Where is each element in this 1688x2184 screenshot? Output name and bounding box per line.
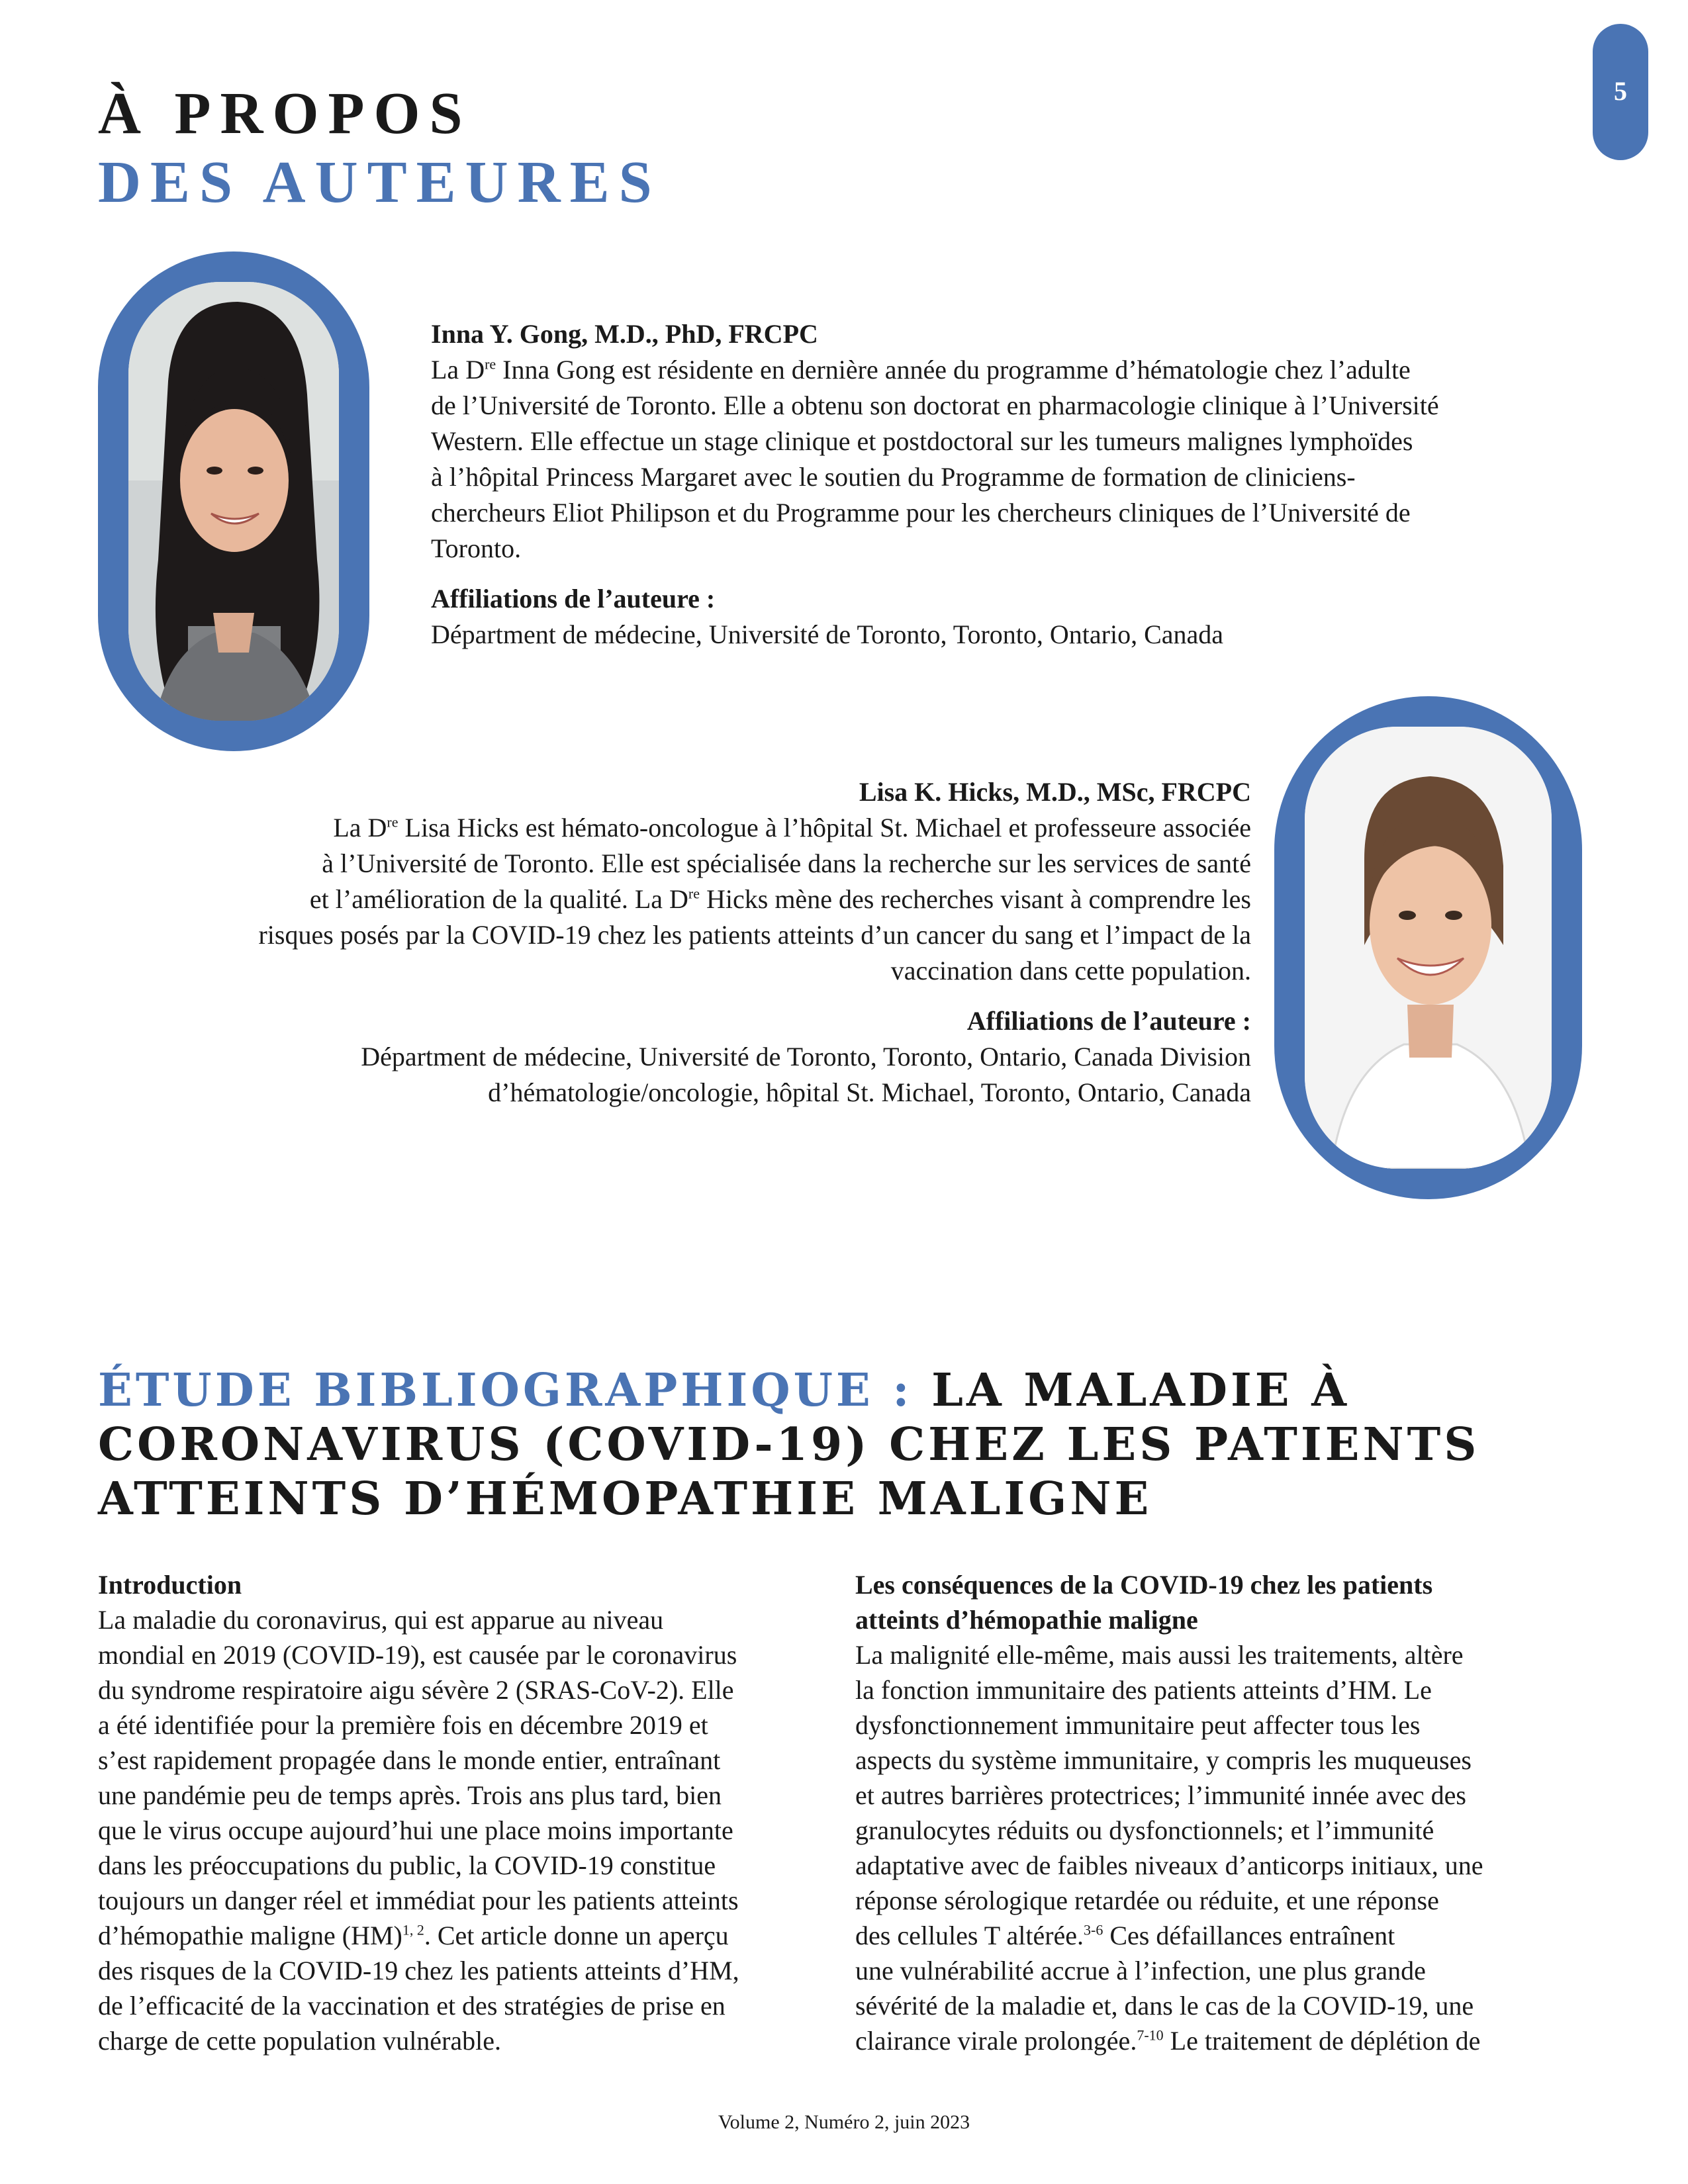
- body-line: granulocytes réduits ou dysfonctionnels; et l’immunité: [855, 1815, 1434, 1845]
- bio-line: chercheurs Eliot Philipson et du Programme pour les chercheurs cliniques de l’Université de: [431, 498, 1411, 527]
- body-line: La malignité elle-même, mais aussi les traitements, altère: [855, 1640, 1464, 1670]
- body-line: a été identifiée pour la première fois en décembre 2019 et: [98, 1710, 708, 1740]
- bio-line: vaccination dans cette population.: [890, 956, 1251, 985]
- section-heading-introduction: Introduction: [98, 1570, 242, 1600]
- author-name: Inna Y. Gong, M.D., PhD, FRCPC: [431, 319, 818, 349]
- about-authors-title: [98, 79, 661, 217]
- author-photo-hicks: [1305, 727, 1552, 1169]
- bio-line: à l’hôpital Princess Margaret avec le soutien du Programme de formation de cliniciens-: [431, 462, 1356, 492]
- body-line: s’est rapidement propagée dans le monde entier, entraînant: [98, 1745, 721, 1775]
- body-line: aspects du système immunitaire, y compris les muqueuses: [855, 1745, 1472, 1775]
- page-footer: Volume 2, Numéro 2, juin 2023: [718, 2111, 970, 2133]
- body-line: réponse sérologique retardée ou réduite, et une réponse: [855, 1886, 1439, 1915]
- bio-line: à l’Université de Toronto. Elle est spécialisée dans la recherche sur les services de santé: [322, 848, 1251, 878]
- author-bio-hicks: [93, 774, 1251, 1111]
- section-heading-consequences-line1: Les conséquences de la COVID-19 chez les patients: [855, 1570, 1433, 1600]
- column-consequences: [855, 1567, 1610, 2058]
- article-title-line2: CORONAVIRUS (COVID-19) CHEZ LES PATIENTS: [98, 1418, 1480, 1471]
- affiliation-line: d’hématologie/oncologie, hôpital St. Michael, Toronto, Ontario, Canada: [488, 1077, 1251, 1107]
- body-line: que le virus occupe aujourd’hui une place moins importante: [98, 1815, 733, 1845]
- bio-line: et l’amélioration de la qualité. La Dre Hicks mène des recherches visant à comprendre les: [309, 884, 1251, 914]
- body-line: La maladie du coronavirus, qui est apparue au niveau: [98, 1605, 664, 1635]
- body-line: la fonction immunitaire des patients atteints d’HM. Le: [855, 1675, 1432, 1705]
- about-title-line1: À PROPOS: [98, 81, 472, 146]
- column-introduction: [98, 1567, 853, 2058]
- body-line: adaptative avec de faibles niveaux d’anticorps initiaux, une: [855, 1850, 1483, 1880]
- body-line: sévérité de la maladie et, dans le cas de la COVID-19, une: [855, 1991, 1474, 2021]
- body-line: d’hémopathie maligne (HM)$^{1, 2}$. Cet article donne un aperçu: [98, 1921, 729, 1950]
- author-photo-frame-gong: [98, 251, 369, 751]
- body-line: une vulnérabilité accrue à l’infection, une plus grande: [855, 1956, 1426, 1985]
- bio-line: Toronto.: [431, 533, 522, 563]
- bio-line: La Dre Lisa Hicks est hémato-oncologue à l’hôpital St. Michael et professeure associée: [333, 813, 1251, 842]
- body-line: charge de cette population vulnérable.: [98, 2026, 502, 2056]
- article-title-line3: ATTEINTS D’HÉMOPATHIE MALIGNE: [98, 1473, 1152, 1525]
- author-name: Lisa K. Hicks, M.D., MSc, FRCPC: [859, 777, 1251, 807]
- body-line: des risques de la COVID-19 chez les patients atteints d’HM,: [98, 1956, 739, 1985]
- section-heading-consequences-line2: atteints d’hémopathie maligne: [855, 1605, 1198, 1635]
- body-line: et autres barrières protectrices; l’immunité innée avec des: [855, 1780, 1466, 1810]
- article-title-accent: ÉTUDE BIBLIOGRAPHIQUE :: [98, 1364, 913, 1417]
- bio-line: La Dre Inna Gong est résidente en dernière année du programme d’hématologie chez l’adulte: [431, 355, 1411, 385]
- page-number: 5: [1614, 76, 1627, 106]
- bio-line: Western. Elle effectue un stage clinique et postdoctoral sur les tumeurs malignes lymphoïdes: [431, 426, 1413, 456]
- about-title-line2: DES AUTEURES: [98, 150, 661, 215]
- author-bio-gong: [431, 316, 1596, 653]
- body-line: mondial en 2019 (COVID-19), est causée par le coronavirus: [98, 1640, 737, 1670]
- page-number-tab: [1593, 24, 1648, 160]
- body-line: de l’efficacité de la vaccination et des stratégies de prise en: [98, 1991, 726, 2021]
- body-line: clairance virale prolongée.$^{7-10}$ Le traitement de déplétion de: [855, 2026, 1481, 2056]
- affiliation-line: Départment de médecine, Université de Toronto, Toronto, Ontario, Canada: [431, 619, 1224, 649]
- body-line: dans les préoccupations du public, la COVID-19 constitue: [98, 1850, 716, 1880]
- author-photo-frame-hicks: [1274, 696, 1582, 1199]
- bio-line: risques posés par la COVID-19 chez les patients atteints d’un cancer du sang et l’impact de la: [258, 920, 1251, 950]
- article-title-line1: LA MALADIE À: [912, 1364, 1350, 1417]
- body-line: toujours un danger réel et immédiat pour les patients atteints: [98, 1886, 739, 1915]
- body-line: une pandémie peu de temps après. Trois ans plus tard, bien: [98, 1780, 722, 1810]
- body-line: dysfonctionnement immunitaire peut affecter tous les: [855, 1710, 1421, 1740]
- author-photo-gong: [128, 282, 339, 721]
- body-line: des cellules T altérée.$^{3-6}$ Ces défaillances entraînent: [855, 1921, 1395, 1950]
- affiliations-label: Affiliations de l’auteure :: [431, 584, 716, 614]
- affiliation-line: Départment de médecine, Université de Toronto, Toronto, Ontario, Canada Division: [361, 1042, 1251, 1071]
- bio-line: de l’Université de Toronto. Elle a obtenu son doctorat en pharmacologie clinique à l’Université: [431, 390, 1439, 420]
- affiliations-label: Affiliations de l’auteure :: [966, 1006, 1251, 1036]
- article-title: [98, 1363, 1620, 1526]
- body-line: du syndrome respiratoire aigu sévère 2 (SRAS-CoV-2). Elle: [98, 1675, 734, 1705]
